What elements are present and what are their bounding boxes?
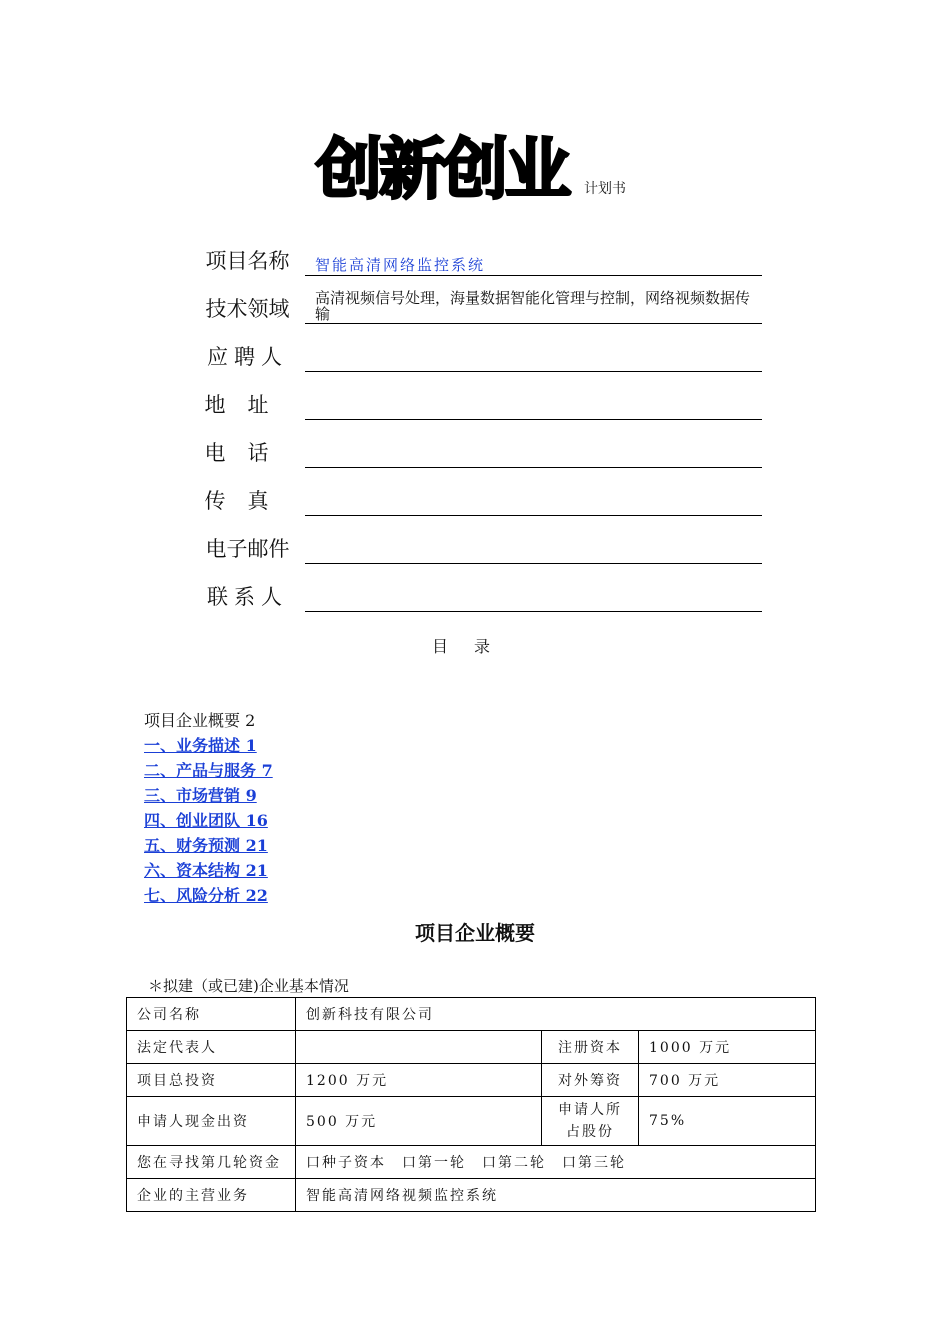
toc-link-capital[interactable]: 六、资本结构 21 [144,861,268,880]
title-subtitle: 计划书 [584,181,626,197]
document-title [316,120,716,220]
contact-field[interactable] [305,573,762,612]
cell-label: 您在寻找第几轮资金 [127,1146,296,1179]
form-row-contact [200,572,762,612]
phone-field[interactable] [305,429,762,468]
total-invest-cell[interactable]: 1200 万元 [296,1064,542,1097]
toc-link-finance[interactable]: 五、财务预测 21 [144,836,268,855]
contact-label: 联系人 [207,585,288,609]
reg-capital-cell[interactable]: 1000 万元 [639,1031,816,1064]
cell-label: 对外筹资 [542,1064,639,1097]
project-name-label: 项目名称 [205,249,290,273]
section-title: 项目企业概要 [415,921,535,945]
share-cell[interactable]: 75% [639,1097,816,1146]
legal-rep-cell[interactable] [296,1031,542,1064]
main-business-cell[interactable]: 智能高清网络视频监控系统 [296,1179,816,1212]
applicant-label: 应聘人 [207,345,288,369]
table-row [127,1097,816,1146]
table-caption: ＊拟建（或已建)企业基本情况 [148,977,349,995]
toc-link-marketing[interactable]: 三、市场营销 9 [144,786,257,805]
toc-item-summary: 项目企业概要 2 [144,711,256,730]
project-name-field[interactable] [305,237,762,276]
funding-round-options[interactable]: 口种子资本 口第一轮 口第二轮 口第三轮 [296,1146,816,1179]
address-field[interactable] [305,381,762,420]
cell-label: 申请人所占股份 [542,1097,639,1146]
toc-link-risk[interactable]: 七、风险分析 22 [144,886,268,905]
cell-label: 公司名称 [127,998,296,1031]
toc-link-products[interactable]: 二、产品与服务 7 [144,761,273,780]
toc-link-team[interactable]: 四、创业团队 16 [144,811,268,830]
external-funding-cell[interactable]: 700 万元 [639,1064,816,1097]
fax-field[interactable] [305,477,762,516]
cell-label: 项目总投资 [127,1064,296,1097]
fax-label: 传真 [204,489,291,513]
tech-field-value: 高清视频信号处理，海量数据智能化管理与控制，网络视频数据传输 [315,289,751,323]
table-of-contents [144,708,273,908]
tech-field-field[interactable] [305,285,762,324]
table-row [127,1146,816,1179]
form-row-email [200,524,762,564]
email-label: 电子邮件 [205,537,290,561]
form-row-address [200,380,762,420]
cell-label: 申请人现金出资 [127,1097,296,1146]
title-main: 创新创业 [316,131,568,208]
toc-link-business[interactable]: 一、业务描述 1 [144,736,257,755]
toc-heading: 目录 [432,637,517,656]
email-field[interactable] [305,525,762,564]
form-row-phone [200,428,762,468]
table-row [127,1179,816,1212]
form-row-applicant [200,332,762,372]
applicant-field[interactable] [305,333,762,372]
table-row [127,998,816,1031]
address-label: 地址 [204,393,291,417]
cash-contribution-cell[interactable]: 500 万元 [296,1097,542,1146]
form-row-project-name [200,236,762,276]
tech-field-label: 技术领域 [205,297,290,321]
company-info-table [126,997,816,1212]
company-name-cell[interactable]: 创新科技有限公司 [296,998,816,1031]
cell-label: 企业的主营业务 [127,1179,296,1212]
phone-label: 电话 [204,441,291,465]
form-row-tech-field [200,284,762,324]
cell-label: 注册资本 [542,1031,639,1064]
table-row [127,1064,816,1097]
project-name-value: 智能高清网络监控系统 [315,256,486,274]
cell-label: 法定代表人 [127,1031,296,1064]
form-row-fax [200,476,762,516]
table-row [127,1031,816,1064]
